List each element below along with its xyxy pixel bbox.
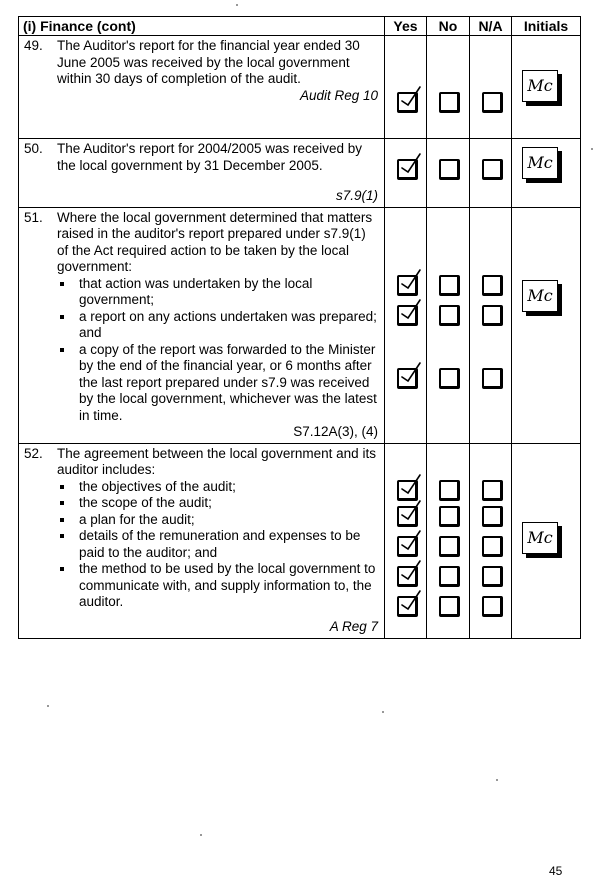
no-checkbox[interactable] — [439, 305, 460, 326]
initials-text: Mc — [527, 285, 553, 305]
yes-cell — [385, 207, 427, 443]
bullet-item: the scope of the audit; — [57, 495, 378, 512]
question-number: 50. — [24, 141, 43, 156]
yes-checkbox[interactable] — [397, 275, 418, 296]
initials-text: Mc — [527, 527, 553, 547]
bullet-item: a plan for the audit; — [57, 512, 378, 529]
section-heading: (i) Finance (cont) — [19, 17, 385, 36]
yes-cell — [385, 36, 427, 139]
question-number: 49. — [24, 38, 43, 53]
initials-stamp — [522, 280, 558, 312]
na-checkbox[interactable] — [482, 480, 503, 501]
bullet-item: details of the remuneration and expenses to be paid to the auditor; and — [57, 528, 378, 561]
bullet-item: the objectives of the audit; — [57, 479, 378, 496]
yes-checkbox[interactable] — [397, 480, 418, 501]
legislation-reference: s7.9(1) — [335, 188, 378, 203]
na-checkbox[interactable] — [482, 506, 503, 527]
no-checkbox[interactable] — [439, 506, 460, 527]
initials-column-header: Initials — [512, 17, 581, 36]
initials-stamp — [522, 147, 558, 179]
no-column-header: No — [427, 17, 470, 36]
question-row-52 — [19, 443, 581, 638]
bullet-item: a report on any actions undertaken was prepared; and — [57, 309, 378, 342]
no-cell — [427, 207, 470, 443]
legislation-reference: Audit Reg 10 — [299, 87, 378, 103]
na-cell — [470, 443, 512, 638]
no-checkbox[interactable] — [439, 596, 460, 617]
bullet-item: that action was undertaken by the local government; — [57, 276, 378, 309]
na-cell — [470, 207, 512, 443]
na-checkbox[interactable] — [482, 566, 503, 587]
no-cell — [427, 139, 470, 208]
checkmark-icon — [400, 499, 422, 525]
checkmark-icon — [400, 559, 422, 585]
legislation-reference: S7.12A(3), (4) — [293, 424, 378, 439]
question-cell — [19, 139, 385, 208]
checkmark-icon — [400, 268, 422, 294]
na-checkbox[interactable] — [482, 92, 503, 113]
question-number: 52. — [24, 445, 43, 461]
yes-checkbox[interactable] — [397, 368, 418, 389]
na-column-header: N/A — [470, 17, 512, 36]
bullet-item: the method to be used by the local government to communicate with, and supply information to, the auditor. — [57, 561, 378, 611]
na-cell — [470, 36, 512, 139]
question-cell — [19, 443, 385, 638]
yes-checkbox[interactable] — [397, 506, 418, 527]
yes-checkbox[interactable] — [397, 305, 418, 326]
question-row-50 — [19, 139, 581, 208]
checkmark-icon — [400, 152, 422, 178]
checkmark-icon — [400, 361, 422, 387]
yes-cell — [385, 443, 427, 638]
na-checkbox[interactable] — [482, 159, 503, 180]
question-text: The Auditor's report for the financial year ended 30 June 2005 was received by the local government within 30 days of completion of the audit. — [57, 38, 360, 86]
checklist-table — [18, 16, 581, 639]
checkmark-icon — [400, 473, 422, 499]
checkmark-icon — [400, 85, 422, 111]
no-checkbox[interactable] — [439, 368, 460, 389]
bullet-list — [57, 479, 378, 611]
no-checkbox[interactable] — [439, 275, 460, 296]
na-checkbox[interactable] — [482, 596, 503, 617]
legislation-reference: A Reg 7 — [329, 618, 378, 634]
na-checkbox[interactable] — [482, 305, 503, 326]
yes-cell — [385, 139, 427, 208]
yes-checkbox[interactable] — [397, 596, 418, 617]
no-checkbox[interactable] — [439, 92, 460, 113]
yes-checkbox[interactable] — [397, 536, 418, 557]
question-text: The Auditor's report for 2004/2005 was received by the local government by 31 December 2005. — [57, 141, 363, 173]
scan-speck — [382, 711, 384, 713]
initials-text: Mc — [527, 76, 553, 95]
header-row — [19, 17, 581, 36]
na-checkbox[interactable] — [482, 536, 503, 557]
yes-checkbox[interactable] — [397, 92, 418, 113]
checkmark-icon — [400, 589, 422, 615]
na-checkbox[interactable] — [482, 275, 503, 296]
initials-cell — [512, 139, 581, 208]
na-checkbox[interactable] — [482, 368, 503, 389]
scan-speck — [47, 705, 49, 707]
question-cell — [19, 36, 385, 139]
initials-cell — [512, 443, 581, 638]
scan-speck — [496, 779, 498, 781]
no-cell — [427, 443, 470, 638]
question-row-49 — [19, 36, 581, 139]
scan-speck — [591, 148, 593, 150]
question-number: 51. — [24, 209, 43, 225]
yes-column-header: Yes — [385, 17, 427, 36]
yes-checkbox[interactable] — [397, 566, 418, 587]
initials-text: Mc — [527, 153, 553, 172]
bullet-list — [57, 276, 378, 425]
initials-stamp — [522, 522, 558, 554]
yes-checkbox[interactable] — [397, 159, 418, 180]
na-cell — [470, 139, 512, 208]
scan-speck — [236, 4, 238, 6]
initials-cell — [512, 36, 581, 139]
question-cell — [19, 207, 385, 443]
initials-cell — [512, 207, 581, 443]
question-row-51 — [19, 207, 581, 443]
question-text: Where the local government determined that matters raised in the auditor's report prepared under s7.9(1) of the Act required action to be taken by the local government: — [57, 209, 373, 274]
no-checkbox[interactable] — [439, 566, 460, 587]
checkmark-icon — [400, 529, 422, 555]
page-number: 45 — [549, 864, 563, 878]
no-checkbox[interactable] — [439, 480, 460, 501]
no-cell — [427, 36, 470, 139]
checkmark-icon — [400, 298, 422, 324]
no-checkbox[interactable] — [439, 159, 460, 180]
scan-speck — [200, 834, 202, 836]
no-checkbox[interactable] — [439, 536, 460, 557]
initials-stamp — [522, 70, 558, 102]
question-text: The agreement between the local government and its auditor includes: — [57, 445, 376, 477]
bullet-item: a copy of the report was forwarded to the Minister by the end of the financial year, or 6 months after the last report prepared under s7.9 was received by the local government, whichever was the latest in time. — [57, 342, 378, 425]
